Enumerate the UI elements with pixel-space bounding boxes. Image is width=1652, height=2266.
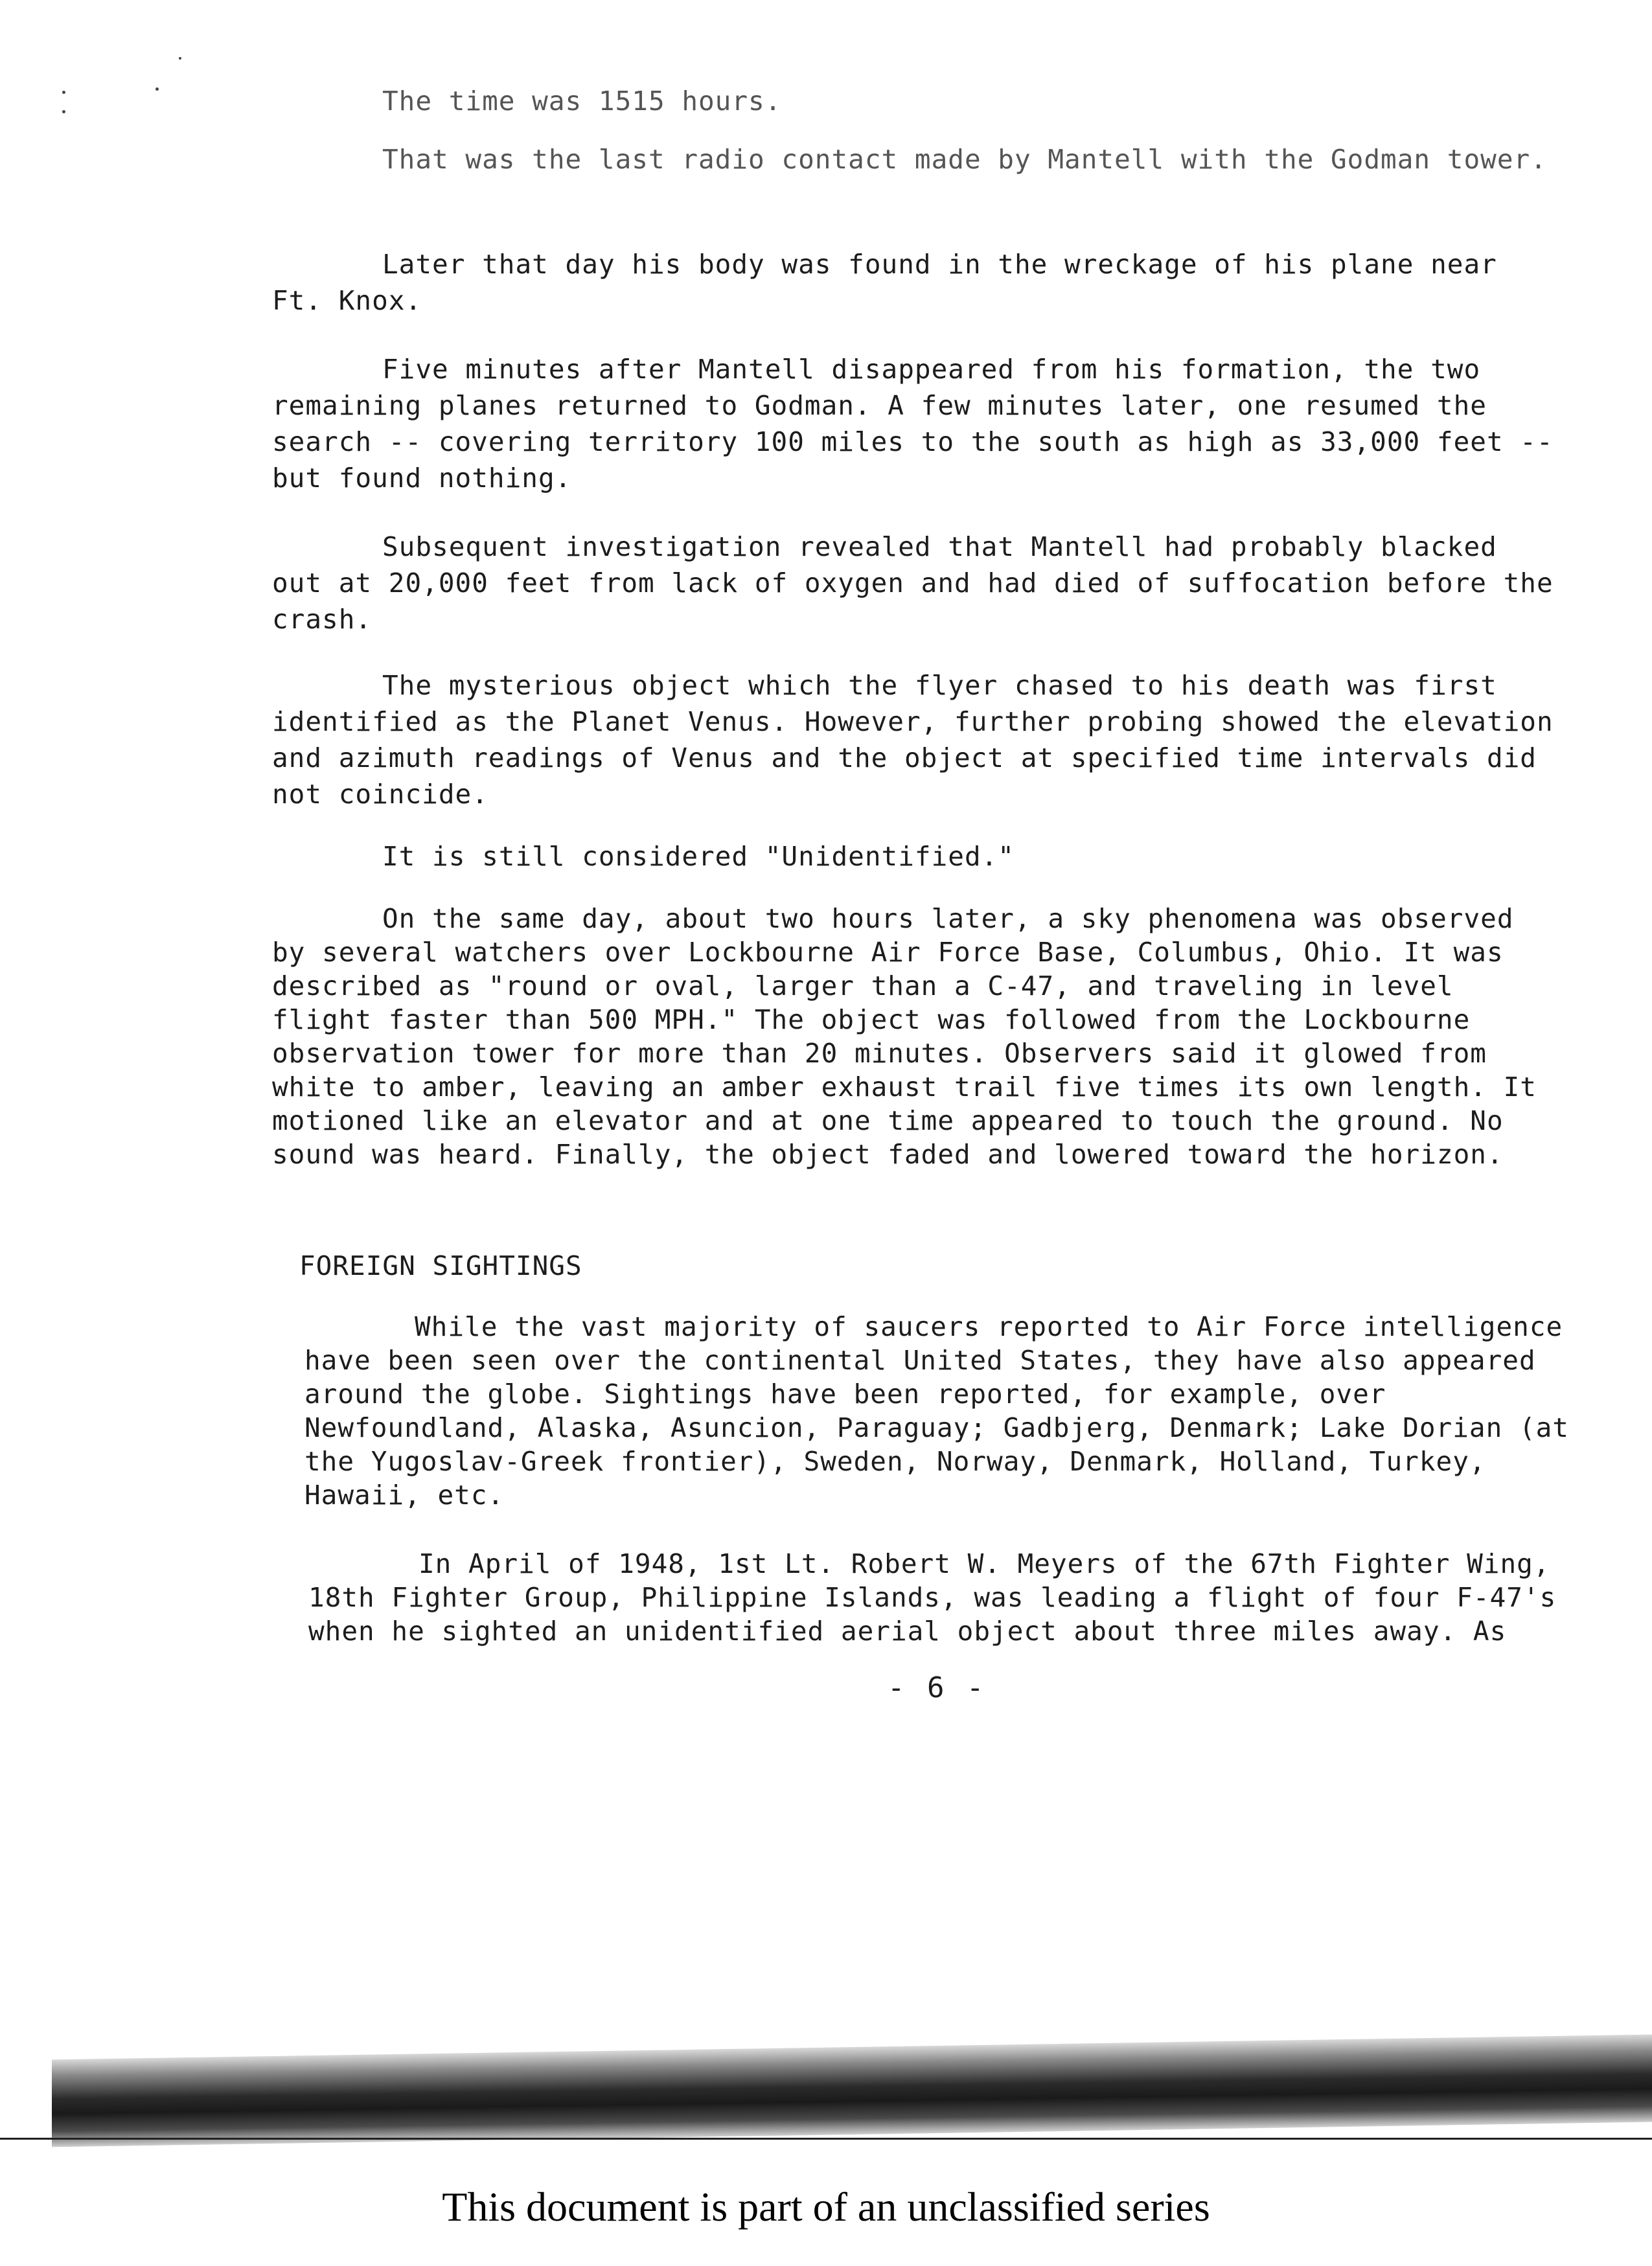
paragraph-lockbourne: On the same day, about two hours later, a sky phenomena was observed by several watchers over Lockbourne Air Force Base, Columbus, Ohio. It was described as "round or oval, larger than a C-47, and traveling in level flight faster than 500 MPH." The object was followed from the Lockbourne observation tower for more than 20 minutes. Observers said it glowed from white to amber, leaving an amber exhaust trail five times its own length. It motioned like an elevator and at one time appeared to touch the ground. No sound was heard. Finally, the object faded and lowered toward the horizon. [272, 903, 1554, 1170]
paragraph-last-contact: That was the last radio contact made by Mantell with the Godman tower. [382, 144, 1547, 175]
paragraph-search: Five minutes after Mantell disappeared from his formation, the two remaining planes returned to Godman. A few minutes later, one resumed the search -- covering territory 100 miles to the south as high as 33,000 feet -- but found nothing. [272, 354, 1570, 494]
scan-speck [62, 110, 65, 113]
paragraph-body-found: Later that day his body was found in the wreckage of his plane near Ft. Knox. [272, 249, 1514, 316]
paragraph-meyers: In April of 1948, 1st Lt. Robert W. Meyers of the 67th Fighter Wing, 18th Fighter Group, Philippine Islands, was leading a flight of four F-47's when he sighted an unidentified aerial object about three miles away. As [308, 1548, 1573, 1647]
scan-edge-line [0, 2138, 1652, 2140]
paragraph-venus: The mysterious object which the flyer chased to his death was first identified as the Planet Venus. However, further probing showed the elevation and azimuth readings of Venus and the object at specified time intervals did not coincide. [272, 670, 1570, 810]
paragraph-time: The time was 1515 hours. [382, 86, 782, 117]
paragraph-investigation: Subsequent investigation revealed that Mantell had probably blacked out at 20,000 feet from lack of oxygen and had died of suffocation before the crash. [272, 531, 1570, 635]
section-heading: FOREIGN SIGHTINGS [299, 1250, 582, 1281]
page-number: - 6 - [888, 1671, 987, 1704]
footer-note: This document is part of an unclassified series [442, 2184, 1210, 2230]
scan-speck [155, 87, 159, 91]
scan-shadow-band [52, 2035, 1652, 2147]
scan-speck [62, 91, 65, 94]
paragraph-unidentified: It is still considered "Unidentified." [382, 841, 1015, 872]
scan-speck [179, 57, 181, 60]
paragraph-foreign-sightings: While the vast majority of saucers reported to Air Force intelligence have been seen over the continental United States, they have also appeared around the globe. Sightings have been reported, for example, over Newfoundland, Alaska, Asuncion, Paraguay; Gadbjerg, Denmark; Lake Dorian (at the Yugoslav-Greek frontier), Sweden, Norway, Denmark, Holland, Turkey, Hawaii, etc. [304, 1311, 1586, 1511]
